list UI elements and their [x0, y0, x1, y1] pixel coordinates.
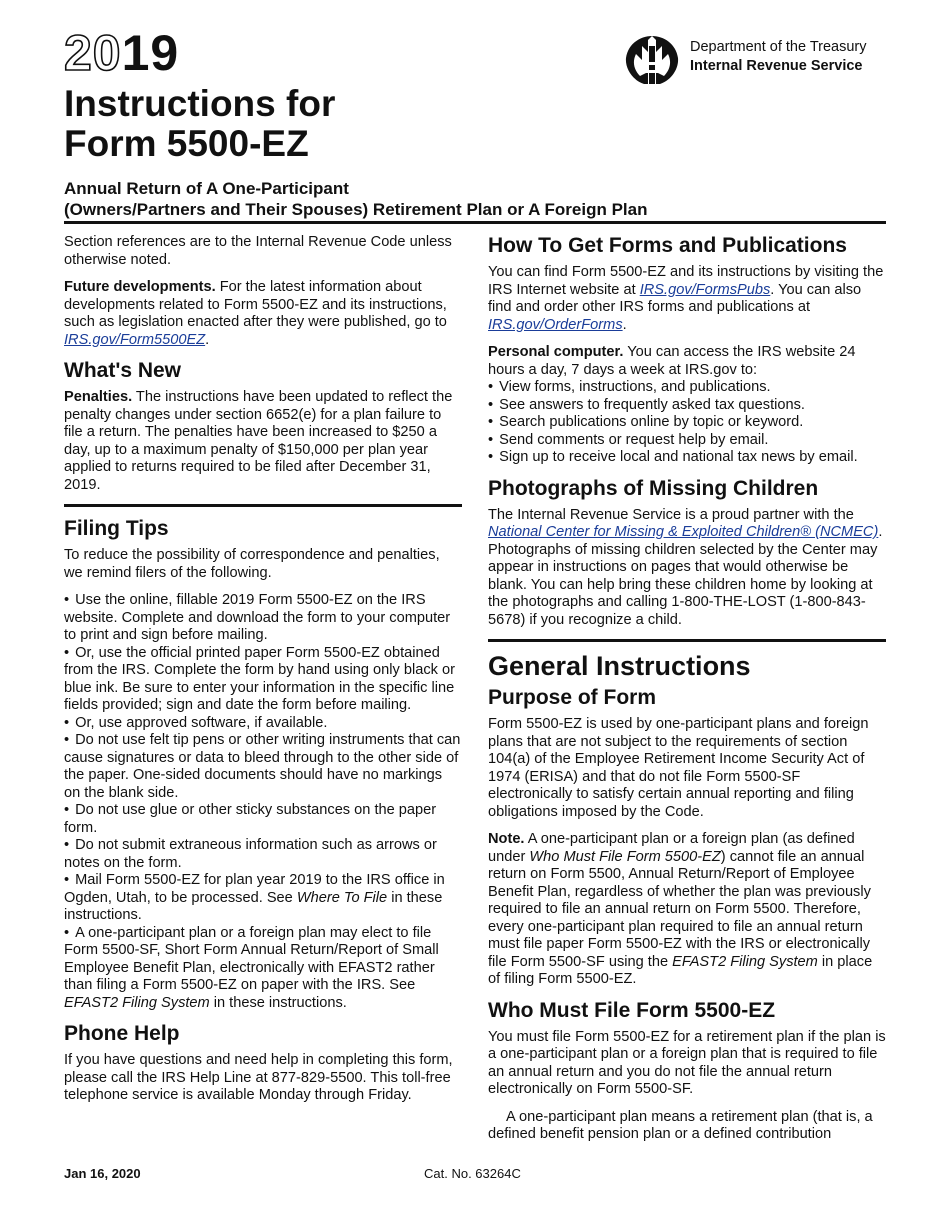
section-divider [488, 639, 886, 642]
section-divider [64, 504, 462, 507]
catalog-number: Cat. No. 63264C [424, 1166, 521, 1181]
header-rule [64, 221, 886, 224]
personal-computer-list [488, 379, 886, 467]
intro-text: Section references are to the Internal Revenue Code unless otherwise noted. [64, 234, 452, 268]
filing-tips-list [64, 592, 462, 1012]
whats-new-heading: What's New [64, 359, 182, 382]
forms-text: You can find Form 5500-EZ and its instructions by visiting the IRS Internet website at IRS.gov/FormsPubs. You can also find and order other IRS forms and publications at IRS.gov/OrderForms. [488, 264, 884, 333]
phone-help-text: If you have questions and need help in completing this form, please call the IRS Help Line at 877-829-5500. This toll-free telephone service is available Monday through Friday. [64, 1052, 453, 1103]
list-item: • Sign up to receive local and national tax news by email. [488, 449, 886, 467]
general-instructions-heading: General Instructions [488, 651, 751, 681]
one-participant-text: A one-participant plan means a retirement plan (that is, a defined benefit pension plan or a defined contribution [488, 1108, 873, 1142]
who-must-file-heading: Who Must File Form 5500-EZ [488, 998, 776, 1022]
personal-computer-text: Personal computer. You can access the IRS website 24 hours a day, 7 days a week at IRS.gov to: [488, 344, 856, 378]
form5500ez-link[interactable]: IRS.gov/Form5500EZ [64, 331, 206, 348]
photos-text: The Internal Revenue Service is a proud partner with the National Center for Missing & Exploited Children® (NCMEC). Photographs of missing children selected by the Center may appear in instructions on pages that would otherwise be blank. You can help bring these children home by looking at the photographs and calling 1-800-THE-LOST (1-800-843-5678) if you recognize a child. [488, 506, 883, 628]
list-item: • Do not submit extraneous information such as arrows or notes on the form. [64, 837, 462, 872]
photos-heading: Photographs of Missing Children [488, 476, 819, 500]
orderforms-link[interactable]: IRS.gov/OrderForms [488, 316, 623, 333]
page-title: Instructions for Form 5500-EZ [64, 83, 336, 164]
penalties-text: Penalties. The instructions have been updated to reflect the penalty changes under section 6652(e) for a plan failure to file a return. The penalties have been increased to $250 a day, up to a maximum penalty of $150,000 per plan year applied to returns required to be filed after December 31, 2019. [64, 389, 453, 493]
irs-header [622, 32, 892, 88]
who-must-file-text: You must file Form 5500-EZ for a retirement plan if the plan is a one-participant plan or a foreign plan that is required to file an annual return and you do not file the annual return electronically on Form 5500-SF. [488, 1028, 886, 1097]
left-column [64, 234, 462, 1115]
irs-department: Department of the Treasury Internal Revenue Service [690, 39, 867, 74]
list-item: • See answers to frequently asked tax questions. [488, 397, 886, 415]
list-item: • A one-participant plan or a foreign plan may elect to file Form 5500-SF, Short Form Annual Return/Report of Small Employee Benefit Plan, electronically with EFAST2 rather than filing a Form 5500-EZ on paper with the IRS. See EFAST2 Filing System in these instructions. [64, 925, 462, 1013]
formspubs-link[interactable]: IRS.gov/FormsPubs [639, 281, 771, 298]
forms-heading: How To Get Forms and Publications [488, 234, 847, 257]
right-column [488, 234, 886, 1154]
list-item: • View forms, instructions, and publications. [488, 379, 886, 397]
list-item: • Search publications online by topic or keyword. [488, 414, 886, 432]
purpose-text: Form 5500-EZ is used by one-participant plans and foreign plans that are not subject to the requirements of section 104(a) of the Employee Retirement Income Security Act of 1974 (ERISA) and that do not file Form 5500-SF electronically to satisfy certain annual reporting and filing obligations imposed by the Code. [488, 716, 869, 820]
list-item: • Mail Form 5500-EZ for plan year 2019 to the IRS office in Ogden, Utah, to be processed. See Where To File in these instructions. [64, 872, 462, 925]
revision-date: Jan 16, 2020 [64, 1166, 141, 1181]
filing-tips-intro: To reduce the possibility of correspondence and penalties, we remind filers of the following. [64, 547, 440, 581]
filing-tips-heading: Filing Tips [64, 517, 169, 540]
list-item: • Or, use the official printed paper Form 5500-EZ obtained from the IRS. Complete the form by hand using only black or blue ink. Be sure to enter your information in the specific line fields provided; sign and date the form before mailing. [64, 645, 462, 715]
ncmec-link[interactable]: National Center for Missing & Exploited Children® (NCMEC) [488, 524, 879, 540]
list-item: • Use the online, fillable 2019 Form 5500-EZ on the IRS website. Complete and download the form to your computer to print and sign before mailing. [64, 592, 462, 645]
future-developments: Future developments. For the latest information about developments related to Form 5500-EZ and its instructions, such as legislation enacted after they were published, go to IRS.gov/Form5500EZ. [64, 279, 447, 348]
form-subtitle: Annual Return of A One-Participant (Owners/Partners and Their Spouses) Retirement Plan or A Foreign Plan [64, 179, 648, 219]
list-item: • Send comments or request help by email. [488, 432, 886, 450]
phone-help-heading: Phone Help [64, 1022, 180, 1045]
list-item: • Do not use felt tip pens or other writing instruments that can cause signatures or data to bleed through to the other side of the paper. One-sided documents should have no markings on the blank side. [64, 732, 462, 802]
list-item: • Do not use glue or other sticky substances on the paper form. [64, 802, 462, 837]
irs-eagle-logo-icon [622, 32, 682, 88]
note-text: Note. A one-participant plan or a foreign plan (as defined under Who Must File Form 5500-EZ) cannot file an annual return on Form 5500, Annual Return/Report of Employee Benefit Plan, regardless of whether the plan was previously required to file an annual return on Form 5500. Therefore, every one-participant plan required to file an annual return must file paper Form 5500-EZ with the IRS or electronically file Form 5500-SF using the EFAST2 Filing System in place of filing Form 5500-EZ. [488, 831, 873, 987]
purpose-heading: Purpose of Form [488, 686, 657, 709]
form-year: 2019 [64, 25, 180, 81]
list-item: • Or, use approved software, if available. [64, 715, 462, 733]
